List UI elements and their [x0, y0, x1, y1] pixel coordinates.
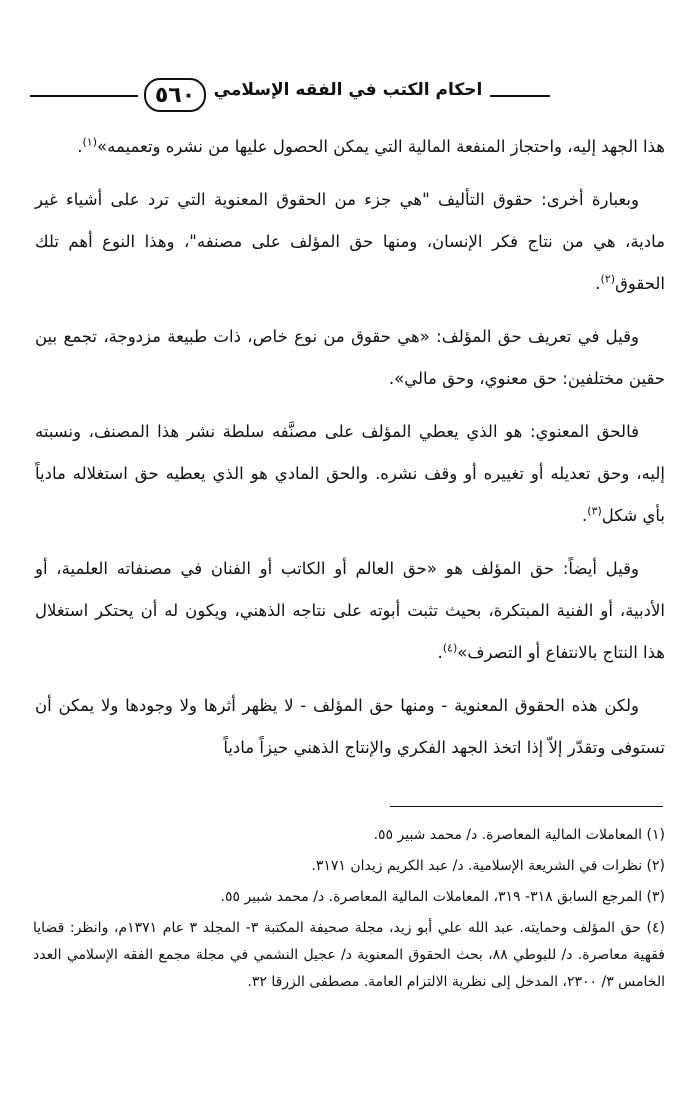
body-text [35, 126, 665, 780]
footnotes [33, 822, 665, 1000]
header-rule-left [30, 95, 138, 97]
footnote-4: (٤) حق المؤلف وحمايته. عبد الله علي أبو زيد، مجلة صحيفة المكتبة ٣- المجلد ٣ عام ١٣٧١م، وانظر: قضايا فقهية معاصرة. د/ للبوطي ٨٨، بحث الحقوق المعنوية د/ عجيل النشمي في مجلة مجمع الفقه الإسلامي العدد الخامس ٣/ ٢٣٠٠، المدخل إلى نظرية الالتزام العامة. مصطفى الزرقا ٣٢. [33, 920, 666, 990]
paragraph-5: وقيل أيضاً: حق المؤلف هو «حق العالم أو الكاتب أو الفنان في مصنفاته العلمية، أو الأدبية، أو الفنية المبتكرة، بحيث تثبت أبوته على نتاجه الذهني، ويكون له أن يحتكر استغلال هذا النتاج بالانتفاع أو التصرف»$^{(٤)}$. [35, 559, 665, 662]
paragraph-3: وقيل في تعريف حق المؤلف: «هي حقوق من نوع خاص، ذات طبيعة مزدوجة، تجمع بين حقين مختلفين: حق معنوي، وحق مالي». [35, 327, 665, 388]
paragraph-6: ولكن هذه الحقوق المعنوية - ومنها حق المؤلف - لا يظهر أثرها ولا وجودها ولا يمكن أن تستوفى وتقدّر إلاّ إذا اتخذ الجهد الفكري والإنتاج الذهني حيزاً مادياً [35, 696, 665, 757]
footnote-ref-1: (١) [82, 135, 97, 149]
page-number-badge [144, 78, 206, 112]
footnote-separator [390, 806, 663, 807]
footnote-ref-2: (٢) [600, 272, 616, 286]
paragraph-4: فالحق المعنوي: هو الذي يعطي المؤلف على مصنَّفه سلطة نشر هذا المصنف، ونسبته إليه، وحق تعديله أو تغييره أو وقف نشره. والحق المادي هو الذي يعطيه حق استغلاله مادياً بأي شكل$^{(٣)}$. [35, 422, 665, 525]
header-rule-right [490, 95, 550, 97]
running-title: احكام الكتب في الفقه الإسلامي [213, 80, 483, 100]
paragraph-2: وبعبارة أخرى: حقوق التأليف "هي جزء من الحقوق المعنوية التي ترد على أشياء غير مادية، هي من نتاج فكر الإنسان، ومنها حق المؤلف على مصنفه"، وهذا النوع أهم تلك الحقوق$^{(٢)}$. [35, 190, 665, 293]
page-number: ٥٦٠ [154, 82, 196, 108]
paragraph-1: هذا الجهد إليه، واحتجاز المنفعة المالية التي يمكن الحصول عليها من نشره وتعميمه»$^{(١)}$. [77, 135, 665, 156]
footnote-1: (١) المعاملات المالية المعاصرة. د/ محمد شبير ٥٥. [373, 827, 665, 843]
footnote-2: (٢) نظرات في الشريعة الإسلامية. د/ عبد الكريم زيدان ٣١٧١. [311, 858, 665, 874]
page-header [30, 74, 670, 114]
footnote-3: (٣) المرجع السابق ٣١٨- ٣١٩، المعاملات المالية المعاصرة. د/ محمد شبير ٥٥. [220, 889, 665, 905]
footnote-ref-4: (٤) [442, 641, 458, 655]
footnote-ref-3: (٣) [587, 504, 602, 518]
